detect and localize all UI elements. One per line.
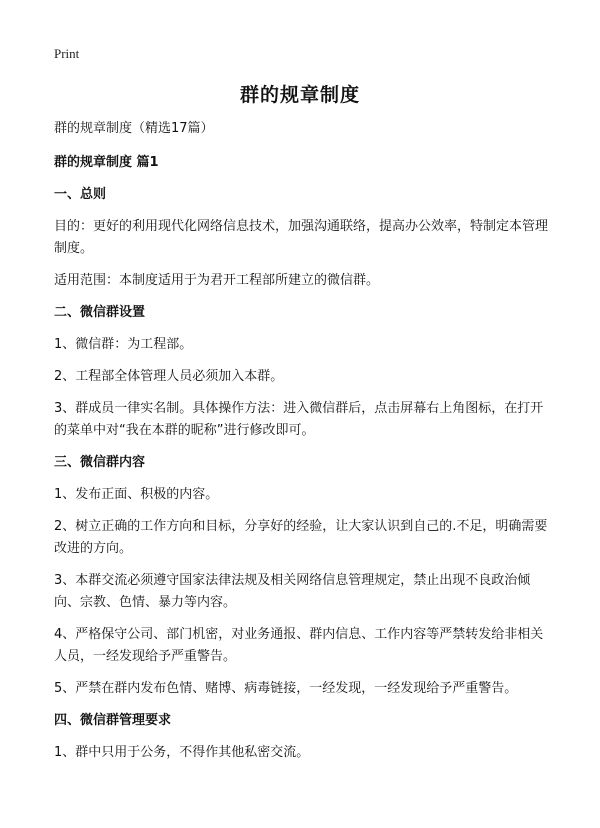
document-title: 群的规章制度: [239, 84, 360, 106]
paragraph-content-4: 4、严格保守公司、部门机密，对业务通报、群内信息、工作内容等严禁转发给非相关人员，一经发现给予严重警告。: [54, 627, 544, 664]
paragraph-management-1: 1、群中只用于公务，不得作其他私密交流。: [54, 745, 310, 760]
document-subtitle: 群的规章制度（精选17篇）: [54, 121, 214, 136]
heading-management: 四、微信群管理要求: [54, 713, 172, 728]
paragraph-settings-2: 2、工程部全体管理人员必须加入本群。: [54, 369, 284, 384]
print-label[interactable]: Print: [54, 46, 80, 61]
heading-general: 一、总则: [54, 187, 107, 202]
paragraph-content-1: 1、发布正面、积极的内容。: [54, 487, 219, 502]
heading-group-content: 三、微信群内容: [54, 455, 146, 470]
section-title: 群的规章制度 篇1: [54, 155, 159, 170]
paragraph-settings-1: 1、微信群：为工程部。: [54, 337, 193, 352]
paragraph-purpose: 目的：更好的利用现代化网络信息技术，加强沟通联络，提高办公效率，特制定本管理制度。: [54, 219, 549, 256]
paragraph-content-5: 5、严禁在群内发布色情、赌博、病毒链接，一经发现，一经发现给予严重警告。: [54, 681, 518, 696]
document-body: [54, 118, 552, 774]
paragraph-content-2: 2、树立正确的工作方向和目标，分享好的经验，让大家认识到自己的.不足，明确需要改进的方向。: [54, 519, 548, 556]
heading-group-settings: 二、微信群设置: [54, 305, 146, 320]
paragraph-settings-3: 3、群成员一律实名制。具体操作方法：进入微信群后，点击屏幕右上角图标，在打开的菜单中对“我在本群的昵称”进行修改即可。: [54, 401, 544, 438]
paragraph-content-3: 3、本群交流必须遵守国家法律法规及相关网络信息管理规定，禁止出现不良政治倾向、宗教、色情、暴力等内容。: [54, 573, 531, 610]
paragraph-scope: 适用范围：本制度适用于为君开工程部所建立的微信群。: [54, 273, 380, 288]
